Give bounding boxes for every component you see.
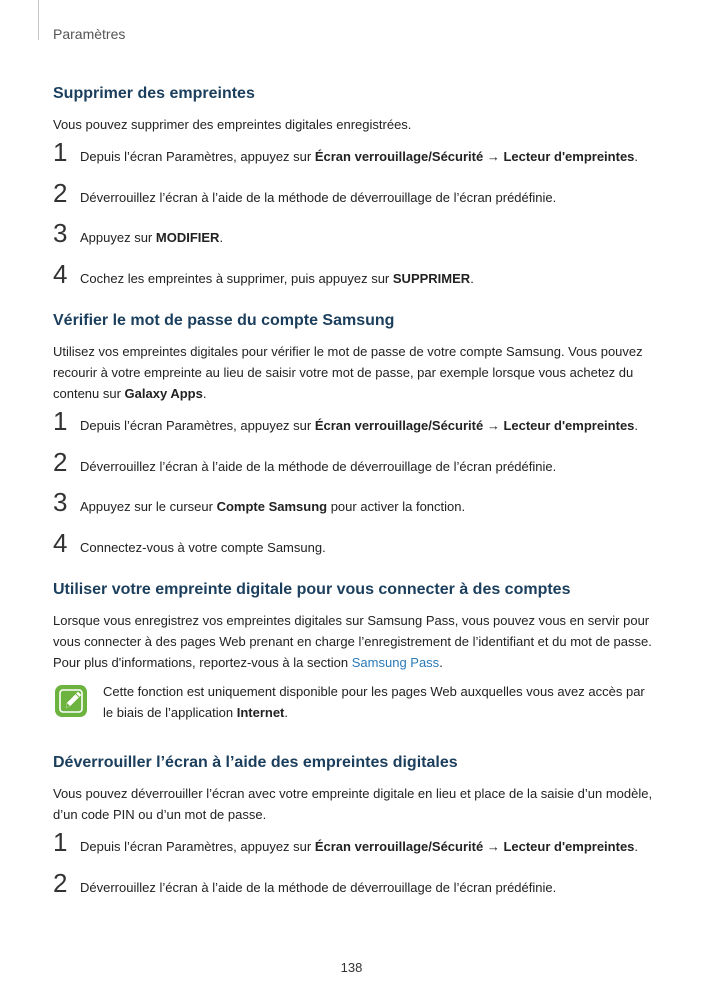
step-text — [80, 230, 223, 245]
section-login-with-fingerprint — [53, 580, 653, 723]
step-arrow: → — [483, 149, 504, 164]
step-item — [53, 406, 653, 453]
intro-text-post: . — [439, 655, 443, 670]
step-text-post: . — [634, 418, 639, 433]
step-number: 4 — [53, 527, 68, 558]
step-item — [53, 867, 653, 915]
intro-bold-app: Galaxy Apps — [124, 386, 203, 401]
page-number: 138 — [340, 960, 363, 975]
step-arrow: → — [483, 839, 504, 854]
step-number: 3 — [53, 218, 68, 248]
step-text — [80, 418, 638, 433]
step-list — [53, 137, 653, 305]
step-number: 1 — [53, 406, 68, 436]
step-item — [53, 527, 653, 575]
section-unlock-with-fingerprint — [53, 753, 653, 914]
step-bold-option: SUPPRIMER — [392, 270, 471, 286]
step-text: Connectez-vous à votre compte Samsung. — [80, 539, 326, 555]
section-intro — [53, 341, 653, 404]
step-text-post: pour activer la fonction. — [327, 499, 466, 514]
step-text: Déverrouillez l’écran à l’aide de la méthode de déverrouillage de l’écran prédéfinie. — [80, 879, 557, 895]
samsung-pass-link[interactable]: Samsung Pass — [351, 655, 440, 670]
intro-text: Lorsque vous enregistrez vos empreintes digitales sur Samsung Pass, vous pouvez vous en servir pour vous connecter à des pages Web prenant en charge l’enregistrement de l’identifiant et du mot de passe. Pour plus d'informations, reportez-vous à la section — [53, 613, 652, 670]
step-item — [53, 177, 653, 225]
step-text-pre: Appuyez sur — [80, 230, 156, 245]
step-text-post: . — [634, 149, 639, 164]
step-text — [80, 271, 474, 286]
step-text-post: . — [219, 230, 224, 245]
header-label: Paramètres — [53, 26, 126, 42]
step-number: 3 — [53, 487, 68, 517]
note-text-pre: Cette fonction est uniquement disponible pour les pages Web auxquelles vous avez accès par le biais de l’application — [103, 684, 645, 720]
section-verify-samsung-password — [53, 311, 653, 574]
step-bold-menu: Écran verrouillage/Sécurité — [314, 839, 484, 854]
step-text-pre: Appuyez sur le curseur — [80, 499, 217, 514]
note-box — [53, 681, 653, 723]
step-bold-option: Compte Samsung — [216, 499, 328, 514]
step-number: 2 — [53, 867, 68, 898]
step-text-pre: Depuis l’écran Paramètres, appuyez sur — [80, 149, 315, 164]
step-text: Déverrouillez l’écran à l’aide de la méthode de déverrouillage de l’écran prédéfinie. — [80, 458, 557, 474]
step-item — [53, 446, 653, 494]
step-item — [53, 258, 653, 306]
step-bold-option: Lecteur d'empreintes — [503, 149, 635, 164]
step-number: 4 — [53, 258, 68, 289]
section-title: Utiliser votre empreinte digitale pour vous connecter à des comptes — [53, 581, 571, 598]
note-pencil-icon — [54, 684, 88, 718]
section-title: Supprimer des empreintes — [53, 85, 255, 102]
step-text-pre: Depuis l’écran Paramètres, appuyez sur — [80, 839, 315, 854]
step-number: 1 — [53, 137, 68, 167]
header-rule — [38, 0, 39, 40]
step-text: Déverrouillez l’écran à l’aide de la méthode de déverrouillage de l’écran prédéfinie. — [80, 189, 557, 205]
step-text-pre: Cochez les empreintes à supprimer, puis appuyez sur — [80, 270, 393, 286]
step-number: 2 — [53, 177, 68, 208]
section-title: Déverrouiller l’écran à l’aide des empreintes digitales — [53, 754, 458, 771]
section-intro — [53, 610, 653, 673]
step-list — [53, 406, 653, 574]
section-delete-fingerprints — [53, 84, 653, 305]
step-bold-menu: Écran verrouillage/Sécurité — [314, 418, 484, 433]
note-bold-app: Internet — [236, 705, 285, 720]
step-text-post: . — [470, 270, 474, 286]
step-bold-option: Lecteur d'empreintes — [503, 418, 635, 433]
page-content — [53, 84, 653, 920]
intro-text: Utilisez vos empreintes digitales pour vérifier le mot de passe de votre compte Samsung. Vous pouvez recourir à votre empreinte au lieu de saisir votre mot de passe, par exemple lorsque vous achetez du contenu sur — [53, 344, 643, 401]
step-item — [53, 827, 653, 874]
section-intro: Vous pouvez supprimer des empreintes digitales enregistrées. — [53, 117, 412, 132]
step-item — [53, 218, 653, 265]
step-arrow: → — [483, 418, 504, 433]
step-text-pre: Depuis l’écran Paramètres, appuyez sur — [80, 418, 315, 433]
section-title: Vérifier le mot de passe du compte Samsung — [53, 312, 395, 329]
step-bold-menu: Écran verrouillage/Sécurité — [314, 149, 484, 164]
step-text-post: . — [634, 839, 639, 854]
step-bold-option: Lecteur d'empreintes — [503, 839, 635, 854]
step-text — [80, 149, 638, 164]
step-number: 1 — [53, 827, 68, 857]
step-item — [53, 487, 653, 534]
note-text — [103, 684, 645, 720]
step-number: 2 — [53, 446, 68, 477]
note-text-post: . — [284, 705, 288, 720]
step-text — [80, 839, 638, 854]
step-bold-option: MODIFIER — [155, 230, 220, 245]
step-item — [53, 137, 653, 184]
step-text — [80, 499, 465, 514]
section-intro: Vous pouvez déverrouiller l’écran avec votre empreinte digitale en lieu et place de la saisie d’un modèle, d’un code PIN ou d’un mot de passe. — [53, 786, 653, 822]
intro-text-post: . — [202, 386, 207, 401]
step-list — [53, 827, 653, 914]
